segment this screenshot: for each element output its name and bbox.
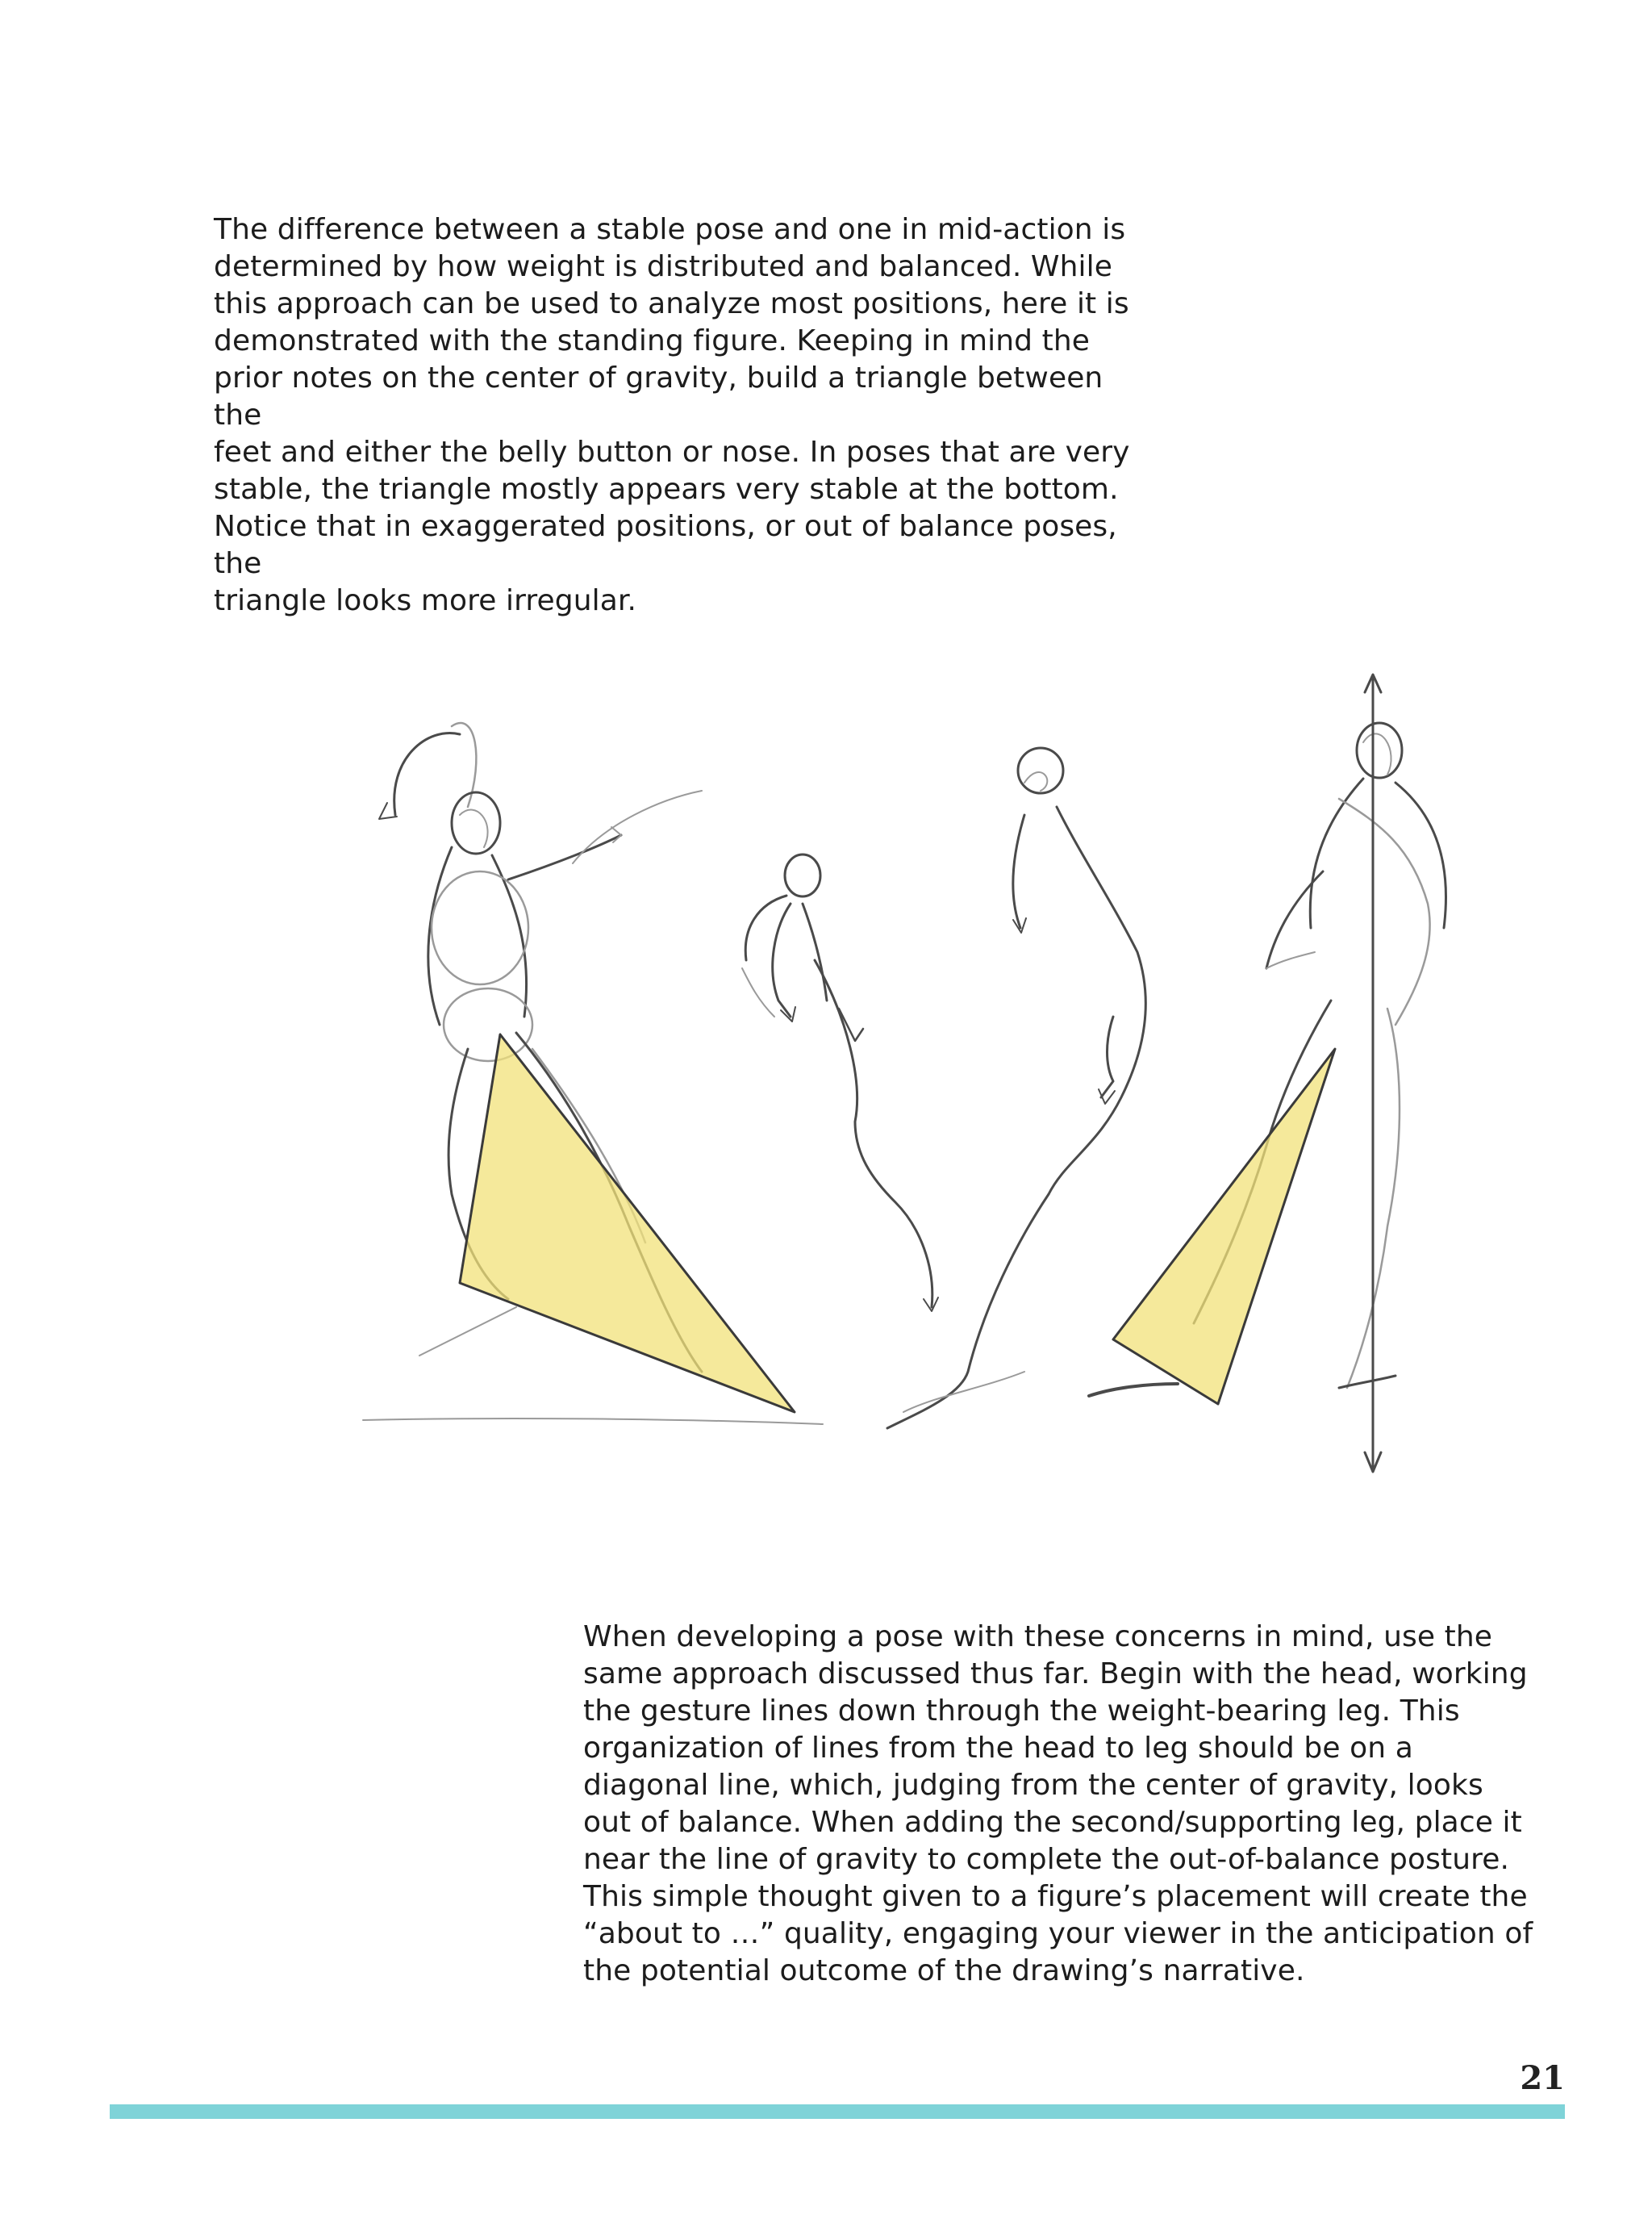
balance-triangle-right-icon: [1113, 1049, 1335, 1404]
outro-paragraph: When developing a pose with these concerns in mind, use the same approach discussed thus far. Begin with the head, working the gesture lines down through the weight-bearing leg. This organization of lines from the head to leg should be on a diagonal line, which, judging from the center of gravity, looks out of balance. When adding the second/supporting leg, place it near the line of gravity to complete the out-of-balance posture. This simple thought given to a figure’s placement will create the “about to …” quality, engaging your viewer in the anticipation of the potential outcome of the drawing’s narrative.: [583, 1620, 1533, 1987]
intro-paragraph: The difference between a stable pose and one in mid-action is determined by how weight is distributed and balanced. While this approach can be used to analyze most positions, here it is demonstrated with the standing figure. Keeping in mind the prior notes on the center of gravity, build a triangle between the feet and either the belly button or nose. In poses that are very stable, the triangle mostly appears very stable at the bottom. Notice that in exaggerated positions, or out of balance poses, the triangle looks more irregular.: [214, 213, 1130, 617]
figure-balance-sketch-illustration: [339, 662, 1484, 1493]
balance-triangle-left-icon: [460, 1034, 795, 1412]
figure-center-left: [742, 854, 938, 1311]
line-of-gravity-icon: [1365, 675, 1381, 1472]
ground-line: [363, 1419, 823, 1424]
footer-rule: [110, 2104, 1565, 2119]
page-number: 21: [1520, 2059, 1565, 2097]
